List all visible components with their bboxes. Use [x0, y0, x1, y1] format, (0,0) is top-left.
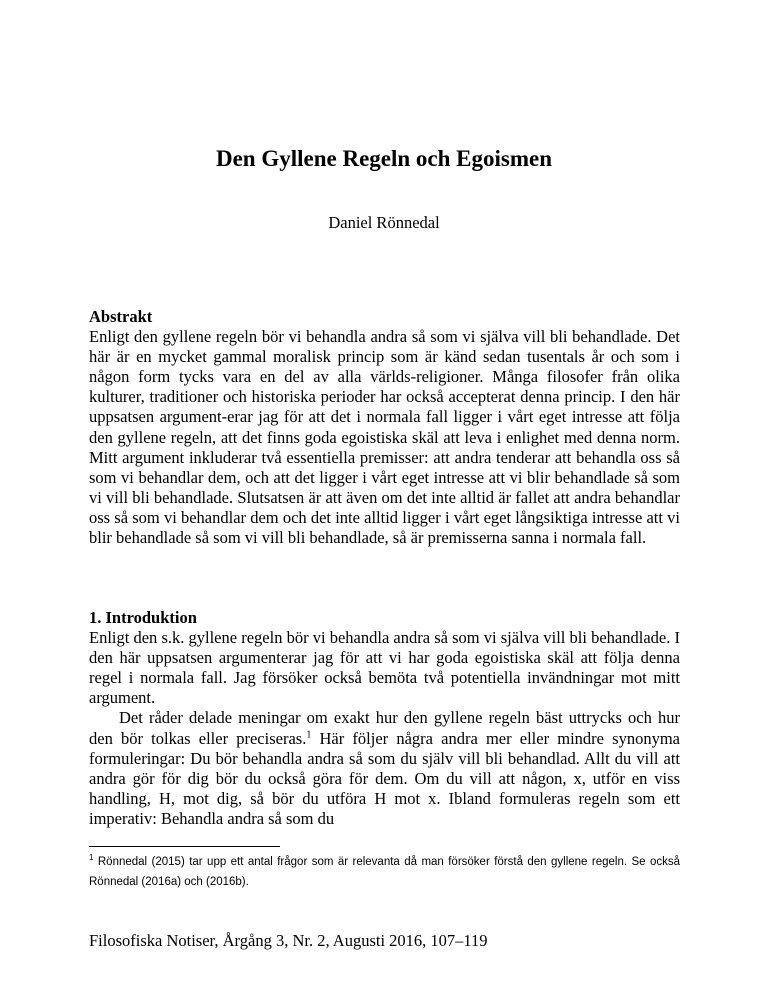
intro-paragraph-2: [89, 708, 680, 829]
footnote-divider: [89, 846, 280, 847]
footnote: [89, 852, 680, 892]
abstract-heading: Abstrakt: [89, 307, 153, 326]
footnote-text: Rönnedal (2015) tar upp ett antal frågor som är relevanta då man försöker förstå den gyllene regeln. Se också Rönnedal (2016a) och (2016b).: [89, 856, 680, 888]
footnote-number: 1: [89, 853, 94, 863]
intro-paragraph-2-start: Det råder delade meningar om exakt hur den gyllene regeln bäst uttrycks och hur den bör tolkas eller preciseras.: [89, 708, 680, 748]
paper-title: Den Gyllene Regeln och Egoismen: [215, 146, 553, 171]
intro-paragraph-1: Enligt den s.k. gyllene regeln bör vi behandla andra så som vi själva vill bli behandlade. I den här uppsatsen argumenterar jag för att vi har goda egoistiska skäl att följa denna regel i normala fall. Jag försöker också bemöta två potentiella invändningar mot mitt argument.: [89, 628, 680, 708]
abstract-text: Enligt den gyllene regeln bör vi behandla andra så som vi själva vill bli behandlade. Det här är en mycket gammal moralisk princip som är känd sedan tusentals år och som i någon form tycks vara en del av alla världs-religioner. Många filosofer från olika kulturer, traditioner och historiska perioder har också accepterat denna princip. I den här uppsatsen argument-erar jag för att det i normala fall ligger i vårt eget intresse att följa den gyllene regeln, att det finns goda egoistiska skäl att leva i enlighet med denna norm. Mitt argument inkluderar två essentiella premisser: att andra tenderar att behandla oss så som vi behandlar dem, och att det ligger i vårt eget intresse att vi blir behandlade så som vi vill bli behandlade. Slutsatsen är att även om det inte alltid är fallet att andra behandlar oss så som vi behandlar dem och det inte alltid ligger i vårt eget långsiktiga intresse att vi blir behandlade så som vi vill bli behandlade, så är premisserna sanna i normala fall.: [89, 327, 680, 548]
intro-paragraph-2-end: Här följer några andra mer eller mindre synonyma formuleringar: Du bör behandla andra så som du själv vill bli behandlad. Allt du vill att andra gör för dig bör du också göra för dem. Om du vill att någon, x, utför en viss handling, H, mot dig, så bör du utföra H mot x. Ibland formuleras regeln som ett imperativ: Behandla andra så som du: [89, 728, 680, 828]
author-name: Daniel Rönnedal: [328, 213, 440, 232]
section-heading: 1. Introduktion: [89, 608, 197, 627]
abstract-section: [89, 307, 680, 548]
introduction-section: [89, 608, 680, 829]
footnote-marker[interactable]: 1: [306, 729, 312, 741]
journal-footer: Filosofiska Notiser, Årgång 3, Nr. 2, Augusti 2016, 107–119: [89, 931, 488, 950]
